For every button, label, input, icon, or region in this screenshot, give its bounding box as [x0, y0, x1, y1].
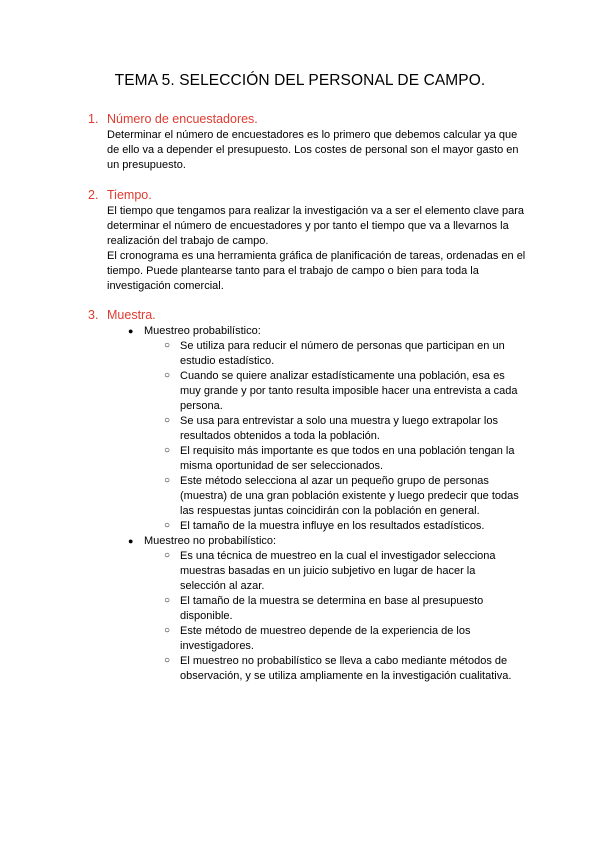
list-item — [88, 369, 528, 414]
circle-bullet-icon: ○ — [164, 625, 171, 636]
list-item-text: Este método de muestreo depende de la experiencia de los investigadores. — [180, 625, 471, 652]
circle-bullet-icon: ○ — [164, 445, 171, 456]
section-heading-text: Tiempo. — [107, 188, 152, 202]
section-number: 1. — [88, 112, 99, 126]
circle-bullet-icon: ○ — [164, 475, 171, 486]
section-number: 2. — [88, 188, 99, 202]
list-item-text: El muestreo no probabilístico se lleva a cabo mediante métodos de observación, y se utiliza ampliamente en la investigación cualitativa. — [180, 655, 512, 682]
bullet-label: Muestreo no probabilístico: — [144, 535, 277, 547]
list-item — [88, 519, 528, 534]
section-heading — [88, 186, 528, 204]
section-number: 3. — [88, 308, 99, 322]
paragraph: Determinar el número de encuestadores es lo primero que debemos calcular ya que de ello va a depender el presupuesto. Los costes de personal son el mayor gasto en un presupuesto. — [107, 129, 519, 171]
section-heading — [88, 306, 528, 324]
list-item-text: El requisito más importante es que todos en una población tengan la misma oportunidad de ser seleccionados. — [180, 445, 515, 472]
sub-list — [88, 549, 528, 684]
list-item-text: Se usa para entrevistar a solo una muestra y luego extrapolar los resultados obtenidos a toda la población. — [180, 415, 498, 442]
list-item — [88, 549, 528, 594]
list-item — [88, 414, 528, 444]
circle-bullet-icon: ○ — [164, 595, 171, 606]
list-item-text: El tamaño de la muestra influye en los resultados estadísticos. — [180, 520, 485, 532]
bullet-icon: ● — [128, 536, 134, 546]
bullet-label: Muestreo probabilístico: — [144, 325, 261, 337]
list-item — [88, 654, 528, 684]
circle-bullet-icon: ○ — [164, 340, 171, 351]
list-item — [88, 624, 528, 654]
bullet-icon: ● — [128, 326, 134, 336]
list-item — [88, 474, 528, 519]
list-item-text: Cuando se quiere analizar estadísticamente una población, esa es muy grande y por tanto resulta imposible hacer una entrevista a cada persona. — [180, 370, 518, 412]
paragraph: El cronograma es una herramienta gráfica de planificación de tareas, ordenadas en el tiempo. Puede plantearse tanto para el trabajo de campo o bien para toda la investigación comercial. — [107, 250, 526, 292]
list-item — [88, 444, 528, 474]
section-heading-text: Número de encuestadores. — [107, 112, 258, 126]
circle-bullet-icon: ○ — [164, 550, 171, 561]
bullet-group-probabilistico — [88, 324, 528, 339]
sub-list — [88, 339, 528, 534]
list-item — [88, 339, 528, 369]
circle-bullet-icon: ○ — [164, 370, 171, 381]
list-item-text: Se utiliza para reducir el número de personas que participan en un estudio estadístico. — [180, 340, 505, 367]
list-item-text: Este método selecciona al azar un pequeño grupo de personas (muestra) de una gran población existente y luego predecir que todas las respuestas juntas coincidirán con la población en general. — [180, 475, 519, 517]
circle-bullet-icon: ○ — [164, 415, 171, 426]
list-item-text: Es una técnica de muestreo en la cual el investigador selecciona muestras basadas en un juicio subjetivo en lugar de hacer la selección al azar. — [180, 550, 496, 592]
section-heading-text: Muestra. — [107, 308, 156, 322]
section-heading — [88, 110, 528, 128]
page-title: TEMA 5. SELECCIÓN DEL PERSONAL DE CAMPO. — [114, 72, 486, 89]
circle-bullet-icon: ○ — [164, 655, 171, 666]
circle-bullet-icon: ○ — [164, 520, 171, 531]
list-item — [88, 594, 528, 624]
list-item-text: El tamaño de la muestra se determina en base al presupuesto disponible. — [180, 595, 484, 622]
section-tiempo — [88, 186, 528, 294]
paragraph: El tiempo que tengamos para realizar la investigación va a ser el elemento clave para determinar el número de encuestadores y por tanto el tiempo que va a llevarnos la realización del trabajo de campo. — [107, 205, 525, 247]
section-muestra — [88, 306, 528, 684]
section-numero-encuestadores — [88, 110, 528, 173]
bullet-group-no-probabilistico — [88, 534, 528, 549]
